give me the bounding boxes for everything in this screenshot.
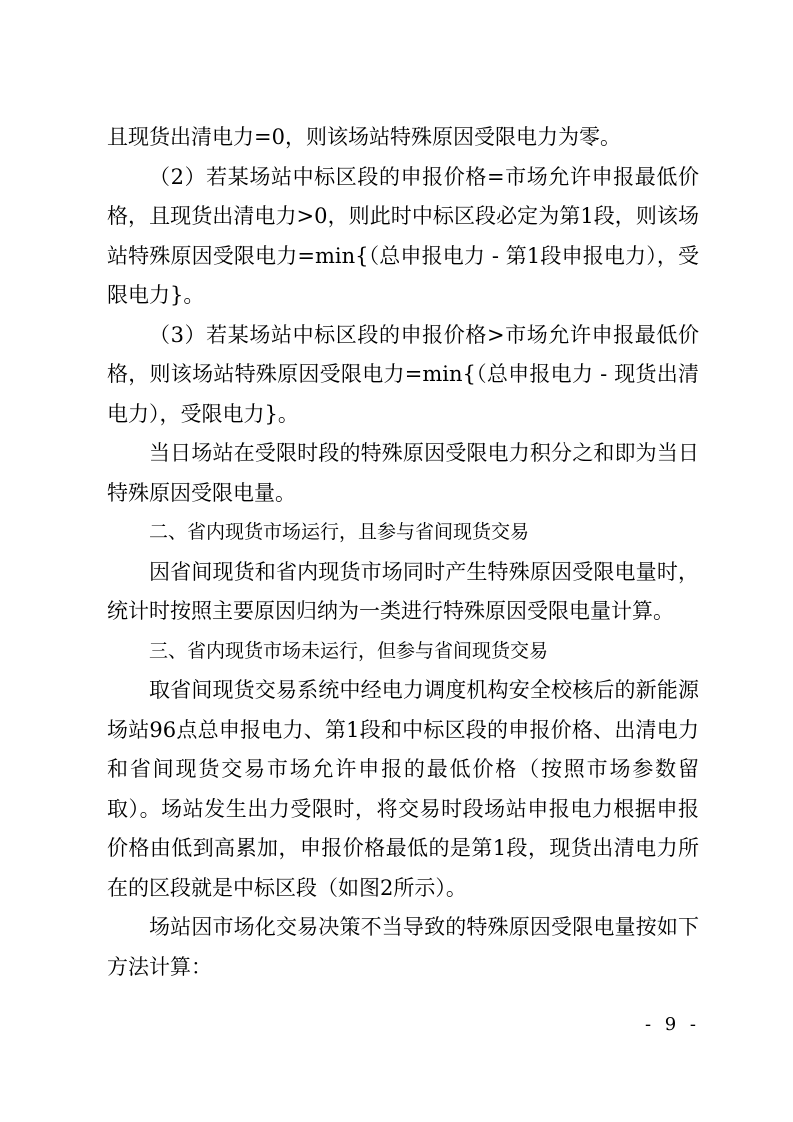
paragraph-section-3-body: 取省间现货交易系统中经电力调度机构安全校核后的新能源场站96点总申报电力、第1段和中标区段的申报价格、出清电力和省间现货交易市场允许申报的最低价格（按照市场参数留取）。场站发生出力受限时，将交易时段场站申报电力根据申报价格由低到高累加，申报价格最低的是第1段，现货出清电力所在的区段就是中标区段（如图2所示）。 xyxy=(107,678,699,900)
paragraph-section-2-body: 因省间现货和省内现货市场同时产生特殊原因受限电量时，统计时按照主要原因归纳为一类进行特殊原因受限电量计算。 xyxy=(107,559,699,623)
paragraph-condition-2: （2）若某场站中标区段的申报价格=市场允许申报最低价格，且现货出清电力>0，则此时中标区段必定为第1段，则该场站特殊原因受限电力=min{（总申报电力 - 第1段申报电力），受限电力}。 xyxy=(107,164,699,307)
document-body xyxy=(107,118,699,987)
section-heading-3: 三、省内现货市场未运行，但参与省间现货交易 xyxy=(149,639,549,662)
paragraph-condition-3: （3）若某场站中标区段的申报价格>市场允许申报最低价格，则该场站特殊原因受限电力=min{（总申报电力 - 现货出清电力），受限电力}。 xyxy=(107,322,699,426)
paragraph-continuation: 且现货出清电力=0，则该场站特殊原因受限电力为零。 xyxy=(107,125,621,149)
paragraph-calculation-intro: 场站因市场化交易决策不当导致的特殊原因受限电量按如下方法计算： xyxy=(107,915,699,979)
paragraph-daily-summary: 当日场站在受限时段的特殊原因受限电力积分之和即为当日特殊原因受限电量。 xyxy=(107,441,699,505)
page-number: - 9 - xyxy=(644,1014,700,1035)
section-heading-2: 二、省内现货市场运行，且参与省间现货交易 xyxy=(149,521,530,543)
